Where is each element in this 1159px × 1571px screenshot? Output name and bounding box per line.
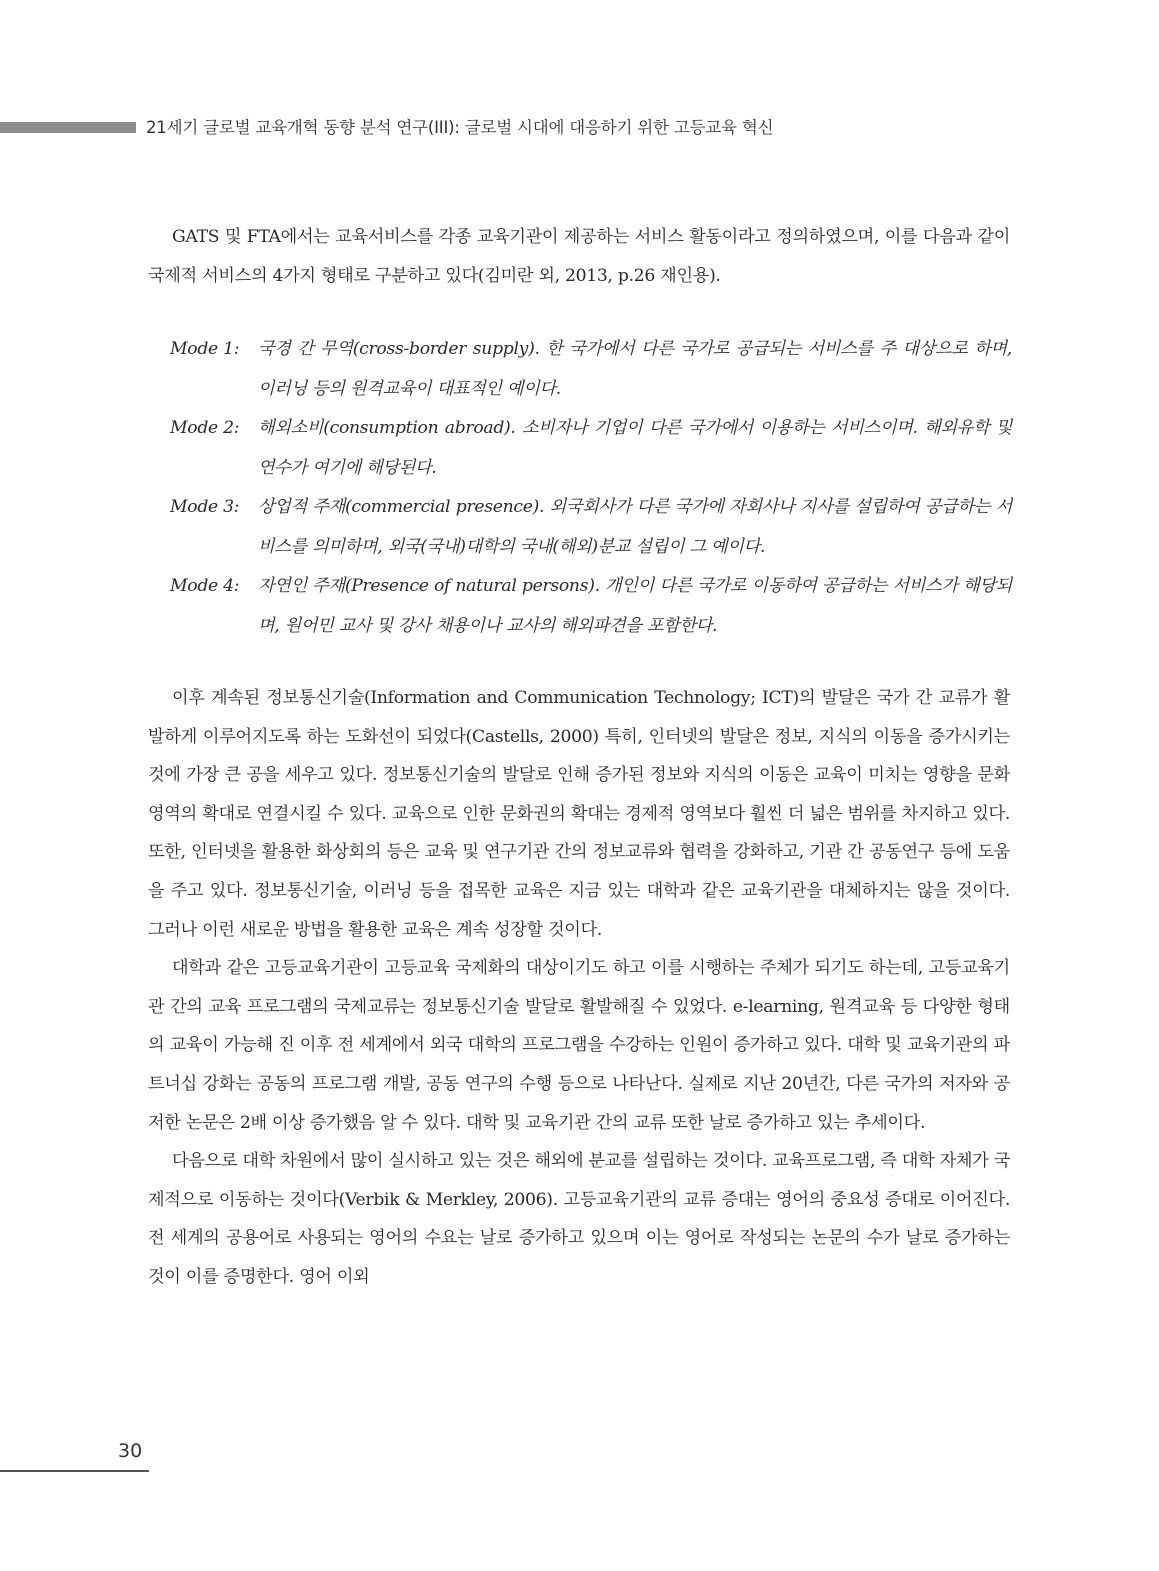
mode-text: 상업적 주재(commercial presence). 외국회사가 다른 국가에 자회사나 지사를 설립하여 공급하는 서비스를 의미하며, 외국(국내)대학의 국내(해외)분교 설립이 그 예이다. <box>258 497 1012 557</box>
running-header: 21세기 글로벌 교육개혁 동향 분석 연구(III): 글로벌 시대에 대응하기 위한 고등교육 혁신 <box>146 118 774 137</box>
body-paragraph: 이후 계속된 정보통신기술(Information and Communication Technology; ICT)의 발달은 국가 간 교류가 활발하게 이루어지도록 하는 도화선이 되었다(Castells, 2000) 특히, 인터넷의 발달은 정보, 지식의 이동을 증가시키는 것에 가장 큰 공을 세우고 있다. 정보통신기술의 발달로 인해 증가된 정보와 지식의 이동은 교육이 미치는 영향을 문화영역의 확대로 연결시킬 수 있다. 교육으로 인한 문화권의 확대는 경제적 영역보다 훨씬 더 넓은 범위를 차지하고 있다. 또한, 인터넷을 활용한 화상회의 등은 교육 및 연구기관 간의 정보교류와 협력을 강화하고, 기관 간 공동연구 등에 도움을 주고 있다. 정보통신기술, 이러닝 등을 접목한 교육은 지금 있는 대학과 같은 교육기관을 대체하지는 않을 것이다. 그러나 이런 새로운 방법을 활용한 교육은 계속 성장할 것이다. <box>148 688 1010 940</box>
mode-list <box>170 330 1012 646</box>
mode-text: 자연인 주재(Presence of natural persons). 개인이 다른 국가로 이동하여 공급하는 서비스가 해당되며, 원어민 교사 및 강사 채용이나 교사의 해외파견을 포함한다. <box>258 576 1012 636</box>
mode-item <box>170 330 1012 409</box>
mode-item <box>170 567 1012 646</box>
body-paragraph: 다음으로 대학 차원에서 많이 실시하고 있는 것은 해외에 분교를 설립하는 것이다. 교육프로그램, 즉 대학 자체가 국제적으로 이동하는 것이다(Verbik & Merkley, 2006). 고등교육기관의 교류 증대는 영어의 중요성 증대로 이어진다. 전 세계의 공용어로 사용되는 영어의 수요는 날로 증가하고 있으며 이는 영어로 작성되는 논문의 수가 날로 증가하는 것이 이를 증명한다. 영어 이외 <box>148 1151 1010 1287</box>
mode-item <box>170 488 1012 567</box>
mode-text: 국경 간 무역(cross-border supply). 한 국가에서 다른 국가로 공급되는 서비스를 주 대상으로 하며, 이러닝 등의 원격교육이 대표적인 예이다. <box>258 339 1012 399</box>
page-number: 30 <box>118 1440 143 1462</box>
body-paragraphs <box>148 679 1010 1297</box>
body-paragraph: 대학과 같은 고등교육기관이 고등교육 국제화의 대상이기도 하고 이를 시행하는 주체가 되기도 하는데, 고등교육기관 간의 교육 프로그램의 국제교류는 정보통신기술 발달로 활발해질 수 있었다. e-learning, 원격교육 등 다양한 형태의 교육이 가능해 진 이후 전 세계에서 외국 대학의 프로그램을 수강하는 인원이 증가하고 있다. 대학 및 교육기관의 파트너십 강화는 공동의 프로그램 개발, 공동 연구의 수행 등으로 나타난다. 실제로 지난 20년간, 다른 국가의 저자와 공저한 논문은 2배 이상 증가했음 알 수 있다. 대학 및 교육기관 간의 교류 또한 날로 증가하고 있는 추세이다. <box>148 958 1010 1133</box>
footer-rule <box>0 1470 149 1472</box>
intro-paragraph <box>148 218 1010 295</box>
mode-text: 해외소비(consumption abroad). 소비자나 기업이 다른 국가에서 이용하는 서비스이며. 해외유학 및 연수가 여기에 해당된다. <box>258 418 1012 478</box>
mode-label: Mode 1: <box>170 339 240 359</box>
intro-text: GATS 및 FTA에서는 교육서비스를 각종 교육기관이 제공하는 서비스 활동이라고 정의하였으며, 이를 다음과 같이 국제적 서비스의 4가지 형태로 구분하고 있다(김미란 외, 2013, p.26 재인용). <box>148 227 1010 286</box>
mode-label: Mode 4: <box>170 576 240 596</box>
mode-item <box>170 409 1012 488</box>
mode-label: Mode 2: <box>170 418 240 438</box>
header-decor-bar <box>0 122 136 133</box>
mode-label: Mode 3: <box>170 497 240 517</box>
